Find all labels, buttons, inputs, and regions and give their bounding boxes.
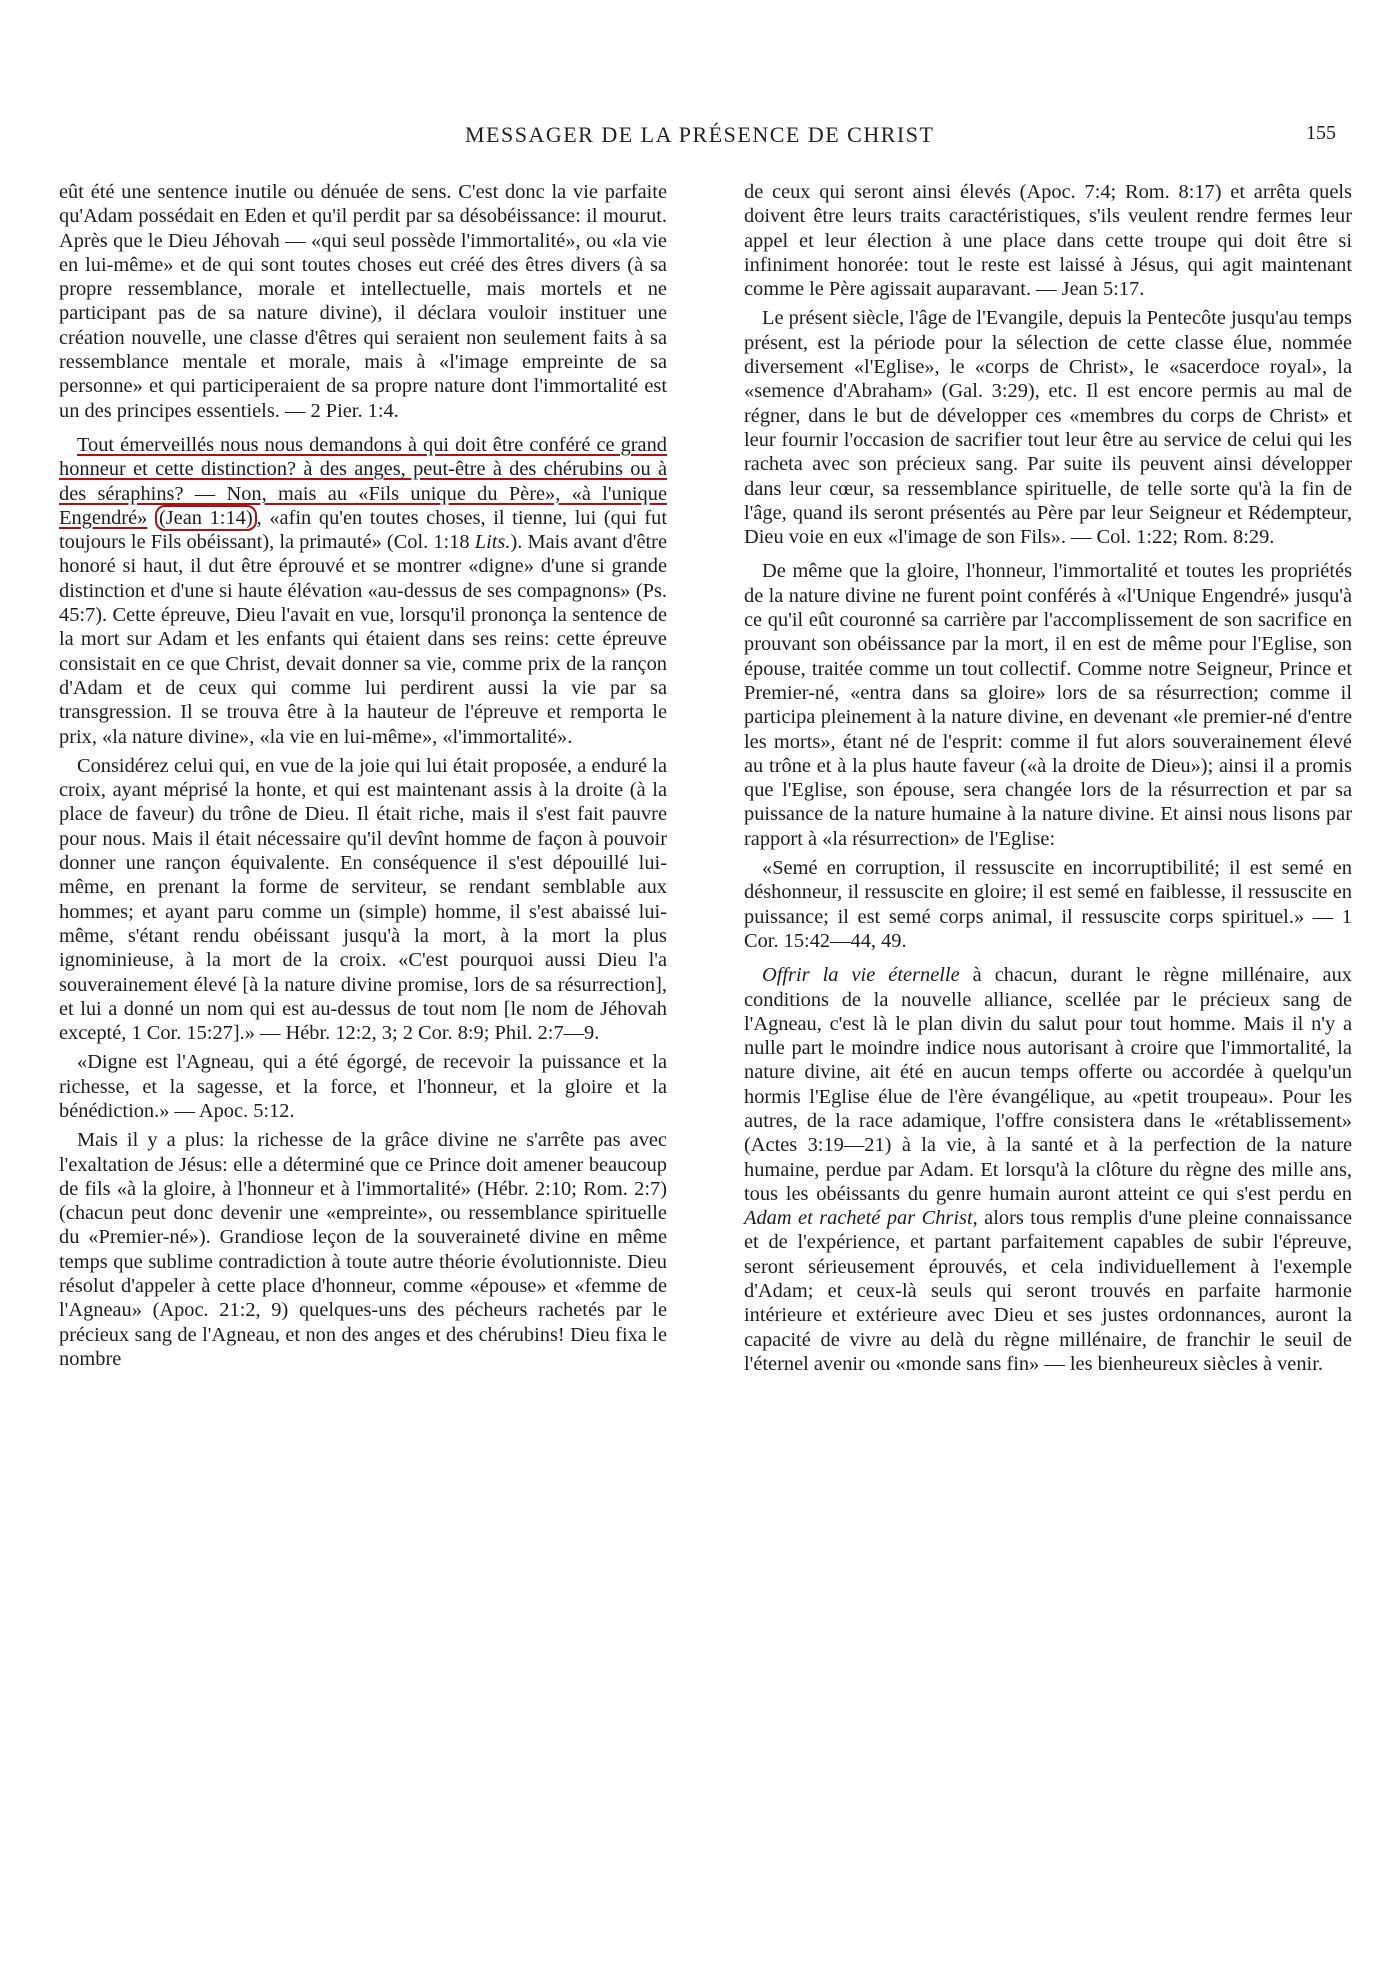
- emphasis: Offrir la vie éternelle: [762, 964, 960, 987]
- paragraph-annotated: [59, 433, 667, 749]
- underlined-passage: Tout émerveillés nous nous demandons à qui doit être conféré ce grand honneur et cette distinction? à des anges, peut-être à des chérubins ou à des séraphins? — Non, mais au «Fils unique du Père», «à l'unique Engendré»: [59, 433, 667, 529]
- paragraph-text: ). Mais avant d'être honoré si haut, il dut être éprouvé et se montrer «digne» d'une si grande distinction et d'une si haute élévation «au-dessus de ses compagnons» (Ps. 45:7). Cette épreuve, Dieu l'avait en vue, lorsqu'il prononça la sentence de la mort sur Adam et les enfants qui étaient dans ses reins: cette épreuve consistait en ce que Christ, devait donner sa vie, comme prix de la rançon d'Adam et de ceux qui comme lui perdirent aussi la vie par sa transgression. Il se trouva être à la hauteur de l'épreuve et remporta le prix, «la nature divine», «la vie en lui-même», «l'immortalité».: [59, 531, 668, 748]
- quotation: «Semé en corruption, il ressuscite en incorruptibilité; il est semé en déshonneur, il ressuscite en gloire; il est semé en faiblesse, il ressuscite en puissance; il est semé corps animal, il ressuscite corps spirituel.» — 1 Cor. 15:42—44, 49.: [744, 857, 1352, 952]
- paragraph: Considérez celui qui, en vue de la joie qui lui était proposée, a enduré la croix, ayant méprisé la honte, et qui est maintenant assis à la droite (à la place de faveur) du trône de Dieu. Il était riche, mais il s'est fait pauvre pour nous. Mais il était nécessaire qu'il devînt homme de façon à pouvoir donner une rançon équivalente. En conséquence il s'est dépouillé lui-même, en prenant la forme de serviteur, se rendant semblable aux hommes; et ayant paru comme un (simple) homme, il s'est abaissé lui-même, s'étant rendu obéissant jusqu'à la mort, à la mort la plus ignominieuse, à la mort de la croix. «C'est pourquoi aussi Dieu l'a souverainement élevé [à la nature divine promise, lors de sa résurrection], et lui a donné un nom qui est au-dessus de tout nom [le nom de Jéhovah excepté, 1 Cor. 15:27].» — Hébr. 12:2, 3; 2 Cor. 8:9; Phil. 2:7—9.: [59, 754, 667, 1045]
- page-header: [0, 118, 1400, 158]
- running-title: MESSAGER DE LA PRÉSENCE DE CHRIST: [465, 122, 935, 147]
- left-column: [59, 180, 667, 1371]
- paragraph-text: alors tous remplis d'une pleine connaissance et de l'expérience, et partant parfaitement capables de subir l'épreuve, seront sérieusement éprouvés, et cela individuellement à l'exemple d'Adam; et ceux-là seuls qui seront trouvés en parfaite harmonie intérieure et extérieure avec Dieu et ses justes ordonnances, auront la capacité de vivre au delà du règne millénaire, de franchir le seuil de l'éternel avenir ou «monde sans fin» — les bienheureux siècles à venir.: [744, 1207, 1352, 1375]
- paragraph: «Digne est l'Agneau, qui a été égorgé, de recevoir la puissance et la richesse, et la sagesse, et la force, et l'honneur, et la gloire et la bénédiction.» — Apoc. 5:12.: [59, 1051, 667, 1122]
- paragraph: Mais il y a plus: la richesse de la grâce divine ne s'arrête pas avec l'exaltation de Jésus: elle a déterminé que ce Prince doit amener beaucoup de fils «à la gloire, à l'honneur et à l'immortalité» (Hébr. 2:10; Rom. 2:7) (chacun peut donc devenir une «empreinte», ou ressemblance spirituelle du «Premier-né»). Grandiose leçon de la souveraineté divine en même temps que sublime contradiction à toute autre théorie évolutionniste. Dieu résolut d'appeler à cette place d'honneur, comme «épouse» et «femme de l'Agneau» (Apoc. 21:2, 9) quelques-uns des pécheurs rachetés par le précieux sang de l'Agneau, et non des anges et des chérubins! Dieu fixa le nombre: [59, 1129, 667, 1370]
- paragraph: [744, 963, 1352, 1376]
- abbreviation: Lits.: [474, 531, 511, 554]
- page-number: 155: [1306, 122, 1336, 144]
- paragraph-text: à chacun, durant le règne millénaire, aux conditions de la nouvelle alliance, scellée par le précieux sang de l'Agneau, c'est là le plan divin du salut pour tout homme. Mais il n'y a nulle part le moindre indice nous autorisant à croire que l'immortalité, la nature divine, ait été en aucun temps offerte ou accordée à quelqu'un hormis l'Eglise élue de l'ère évangélique, au «petit troupeau». Pour les autres, de la race adamique, l'offre consistera dans le «rétablissement» (Actes 3:19—21) à la vie, à la santé et à la perfection de la nature humaine, perdue par Adam. Et lorsqu'à la clôture du règne des mille ans, tous les obéissants du genre humain auront atteint ce qui s'est perdu en: [744, 964, 1353, 1205]
- paragraph: De même que la gloire, l'honneur, l'immortalité et toutes les propriétés de la nature divine ne furent point conférés à «l'Unique Engendré» jusqu'à ce qu'il eût couronné sa carrière par l'accomplissement de son sacrifice en prouvant son obéissance par la mort, il en est de même pour l'Eglise, son épouse, traitée comme un tout collectif. Comme notre Seigneur, Prince et Premier-né, «entra dans sa gloire» lors de sa résurrection; comme il participa pleinement à la nature divine, en devenant «le premier-né d'entre les morts», étant né de l'esprit: comme il fut alors souverainement élevé au trône et à la plus haute faveur («à la droite de Dieu»); ainsi il a promis que l'Eglise, son épouse, sera changée lors de la résurrection et par sa puissance de la nature humaine à la nature divine. Et ainsi nous lisons par rapport à «la résurrection» de l'Eglise:: [744, 560, 1352, 850]
- paragraph-text: , «afin qu'en toutes choses, il tienne, lui (qui fut toujours le Fils obéissant), la primauté» (Col. 1:18: [59, 506, 667, 554]
- paragraph: de ceux qui seront ainsi élevés (Apoc. 7:4; Rom. 8:17) et arrêta quels doivent être leurs traits caractéristiques, s'ils veulent rendre fermes leur appel et leur élection à une place dans cette troupe qui doit être si infiniment honorée: tout le reste est laissé à Jésus, qui agit maintenant comme le Père agissait auparavant. — Jean 5:17.: [744, 181, 1352, 301]
- right-column: [744, 180, 1352, 1376]
- paragraph: eût été une sentence inutile ou dénuée de sens. C'est donc la vie parfaite qu'Adam possédait en Eden et qu'il perdit par sa désobéissance: il mourut. Après que le Dieu Jéhovah — «qui seul possède l'immortalité», ou «la vie en lui-même» et de qui sont toutes choses eut créé des êtres divers (à sa propre ressemblance, morale et intellectuelle, mais mortels et ne participant pas de sa nature divine), il déclara vouloir instituer une création nouvelle, une classe d'êtres qui seraient non seulement faits à sa ressemblance mentale et morale, mais à «l'image empreinte de sa personne» et qui participeraient de sa propre nature dont l'immortalité est un des principes essentiels. — 2 Pier. 1:4.: [59, 181, 667, 422]
- emphasis: Adam et racheté par Christ,: [744, 1207, 978, 1230]
- circled-reference: (Jean 1:14): [155, 505, 257, 531]
- paragraph: Le présent siècle, l'âge de l'Evangile, depuis la Pentecôte jusqu'au temps présent, est la période pour la sélection de cette classe élue, nommée diversement «l'Eglise», le «corps de Christ», le «sacerdoce royal», la «semence d'Abraham» (Gal. 3:29), etc. Il est encore permis au mal de régner, dans le but de développer ces «membres du corps de Christ» et leur fournir l'occasion de sacrifier tout leur être au service de celui qui les racheta avec son précieux sang. Par suite ils peuvent ainsi développer dans leur cœur, sa ressemblance spirituelle, de telle sorte qu'à la fin de l'âge, quand ils seront présentés au Père par leur Seigneur et Rédempteur, Dieu voie en eux «l'image de son Fils». — Col. 1:22; Rom. 8:29.: [744, 307, 1352, 549]
